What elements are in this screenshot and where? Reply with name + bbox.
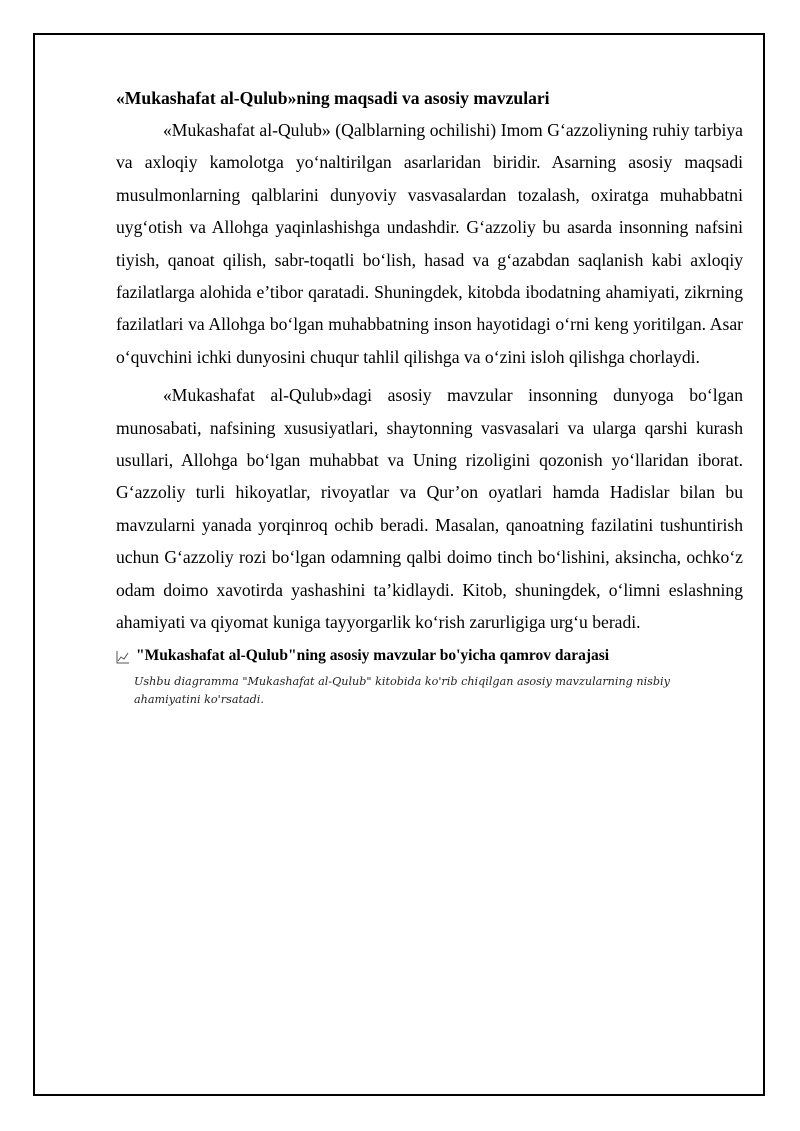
- chart-icon: [116, 649, 130, 663]
- document-body: [116, 86, 743, 709]
- figure-title: "Mukashafat al-Qulub"ning asosiy mavzular bo'yicha qamrov darajasi: [136, 646, 610, 664]
- figure-title-row: [116, 645, 743, 667]
- paragraph-1: «Mukashafat al-Qulub» (Qalblarning ochilishi) Imom G‘azzoliyning ruhiy tarbiya va axloqiy kamolotga yo‘naltirilgan asarlaridan biridir. Asarning asosiy maqsadi musulmonlarning qalblarini dunyoviy vasvasalardan tozalash, oxiratga muhabbatni uyg‘otish va Allohga yaqinlashishga undashdir. G‘azzoliy bu asarda insonning nafsini tiyish, qanoat qilish, sabr-toqatli bo‘lish, hasad va g‘azabdan saqlanish kabi axloqiy fazilatlarga alohida e’tibor qaratadi. Shuningdek, kitobda ibodatning ahamiyati, zikrning fazilatlari va Allohga bo‘lgan muhabbatning inson hayotidagi o‘rni keng yoritilgan. Asar o‘quvchini ichki dunyosini chuqur tahlil qilishga va o‘zini isloh qilishga chorlaydi.: [116, 120, 743, 367]
- section-heading: «Mukashafat al-Qulub»ning maqsadi va asosiy mavzulari: [116, 88, 550, 108]
- paragraph-2: «Mukashafat al-Qulub»dagi asosiy mavzular insonning dunyoga bo‘lgan munosabati, nafsining xususiyatlari, shaytonning vasvasalari va ularga qarshi kurash usullari, Allohga bo‘lgan muhabbat va Uning rizoligini qozonish yo‘llaridan iborat. G‘azzoliy turli hikoyatlar, rivoyatlar va Qur’on oyatlari hamda Hadislar bilan bu mavzularni yanada yorqinroq ochib beradi. Masalan, qanoatning fazilatini tushuntirish uchun G‘azzoliy rozi bo‘lgan odamning qalbi doimo tinch bo‘lishini, aksincha, ochko‘z odam doimo xavotirda yashashini ta’kidlaydi. Kitob, shuningdek, o‘limni eslashning ahamiyati va qiyomat kuniga tayyorgarlik ko‘rish zarurligiga urg‘u beradi.: [116, 385, 743, 633]
- figure-block: [116, 645, 743, 709]
- figure-caption: Ushbu diagramma "Mukashafat al-Qulub" kitobida ko'rib chiqilgan asosiy mavzularning nisbiy ahamiyatini ko'rsatadi.: [134, 674, 670, 706]
